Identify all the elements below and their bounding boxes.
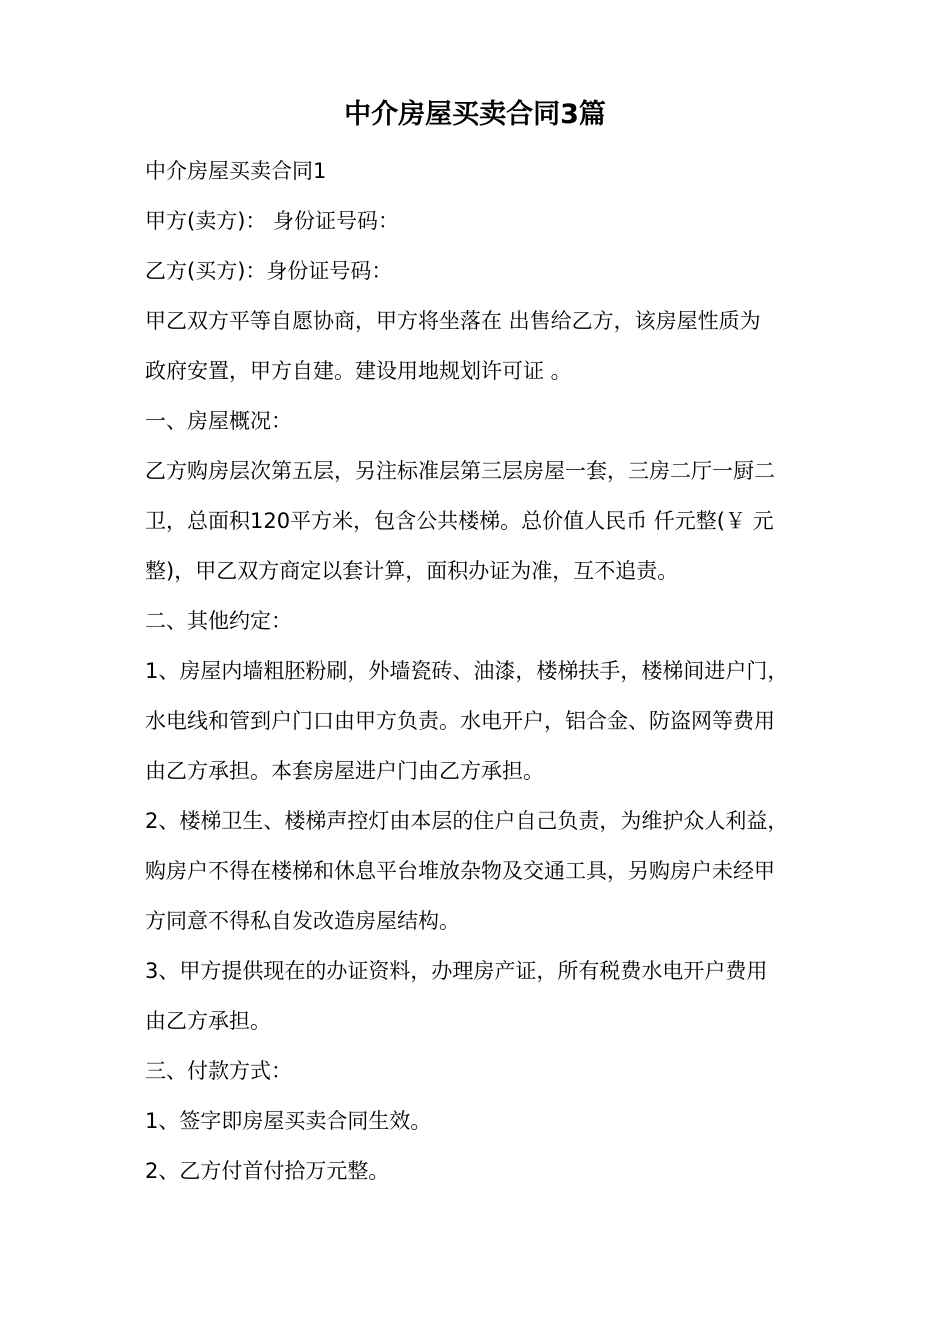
- text-line-7: 乙方购房层次第五层，另注标准层第三层房屋一套，三房二厅一厨二: [145, 459, 775, 483]
- text-line-18: 由乙方承担。: [145, 1009, 271, 1033]
- text-line-8: 卫，总面积120平方米，包含公共楼梯。总价值人民币 仟元整(￥ 元: [145, 509, 774, 533]
- text-line-10: 二、其他约定：: [145, 609, 292, 633]
- text-line-12: 水电线和管到户门口由甲方负责。水电开户，铝合金、防盗网等费用: [145, 709, 775, 733]
- text-line-11: 1、房屋内墙粗胚粉刷，外墙瓷砖、油漆，楼梯扶手，楼梯间进户门，: [145, 659, 789, 683]
- text-line-5: 政府安置，甲方自建。建设用地规划许可证 。: [145, 359, 572, 383]
- text-line-15: 购房户不得在楼梯和休息平台堆放杂物及交通工具，另购房户未经甲: [145, 859, 775, 883]
- text-line-1: 中介房屋买卖合同1: [145, 159, 327, 183]
- text-line-17: 3、甲方提供现在的办证资料，办理房产证，所有税费水电开户费用: [145, 959, 768, 983]
- text-line-9: 整)，甲乙双方商定以套计算，面积办证为准，互不追责。: [145, 559, 679, 583]
- text-line-16: 方同意不得私自发改造房屋结构。: [145, 909, 460, 933]
- document-title: 中介房屋买卖合同3篇: [344, 99, 606, 130]
- text-line-3: 乙方(买方)：身份证号码：: [145, 259, 393, 283]
- text-line-20: 1、签字即房屋买卖合同生效。: [145, 1109, 432, 1133]
- text-line-6: 一、房屋概况：: [145, 409, 292, 433]
- text-line-19: 三、付款方式：: [145, 1059, 292, 1083]
- text-line-14: 2、楼梯卫生、楼梯声控灯由本层的住户自己负责，为维护众人利益，: [145, 809, 789, 833]
- text-line-13: 由乙方承担。本套房屋进户门由乙方承担。: [145, 759, 544, 783]
- text-line-2: 甲方(卖方)： 身份证号码：: [145, 209, 400, 233]
- text-line-21: 2、乙方付首付拾万元整。: [145, 1159, 390, 1183]
- text-line-4: 甲乙双方平等自愿协商，甲方将坐落在 出售给乙方，该房屋性质为: [145, 309, 761, 333]
